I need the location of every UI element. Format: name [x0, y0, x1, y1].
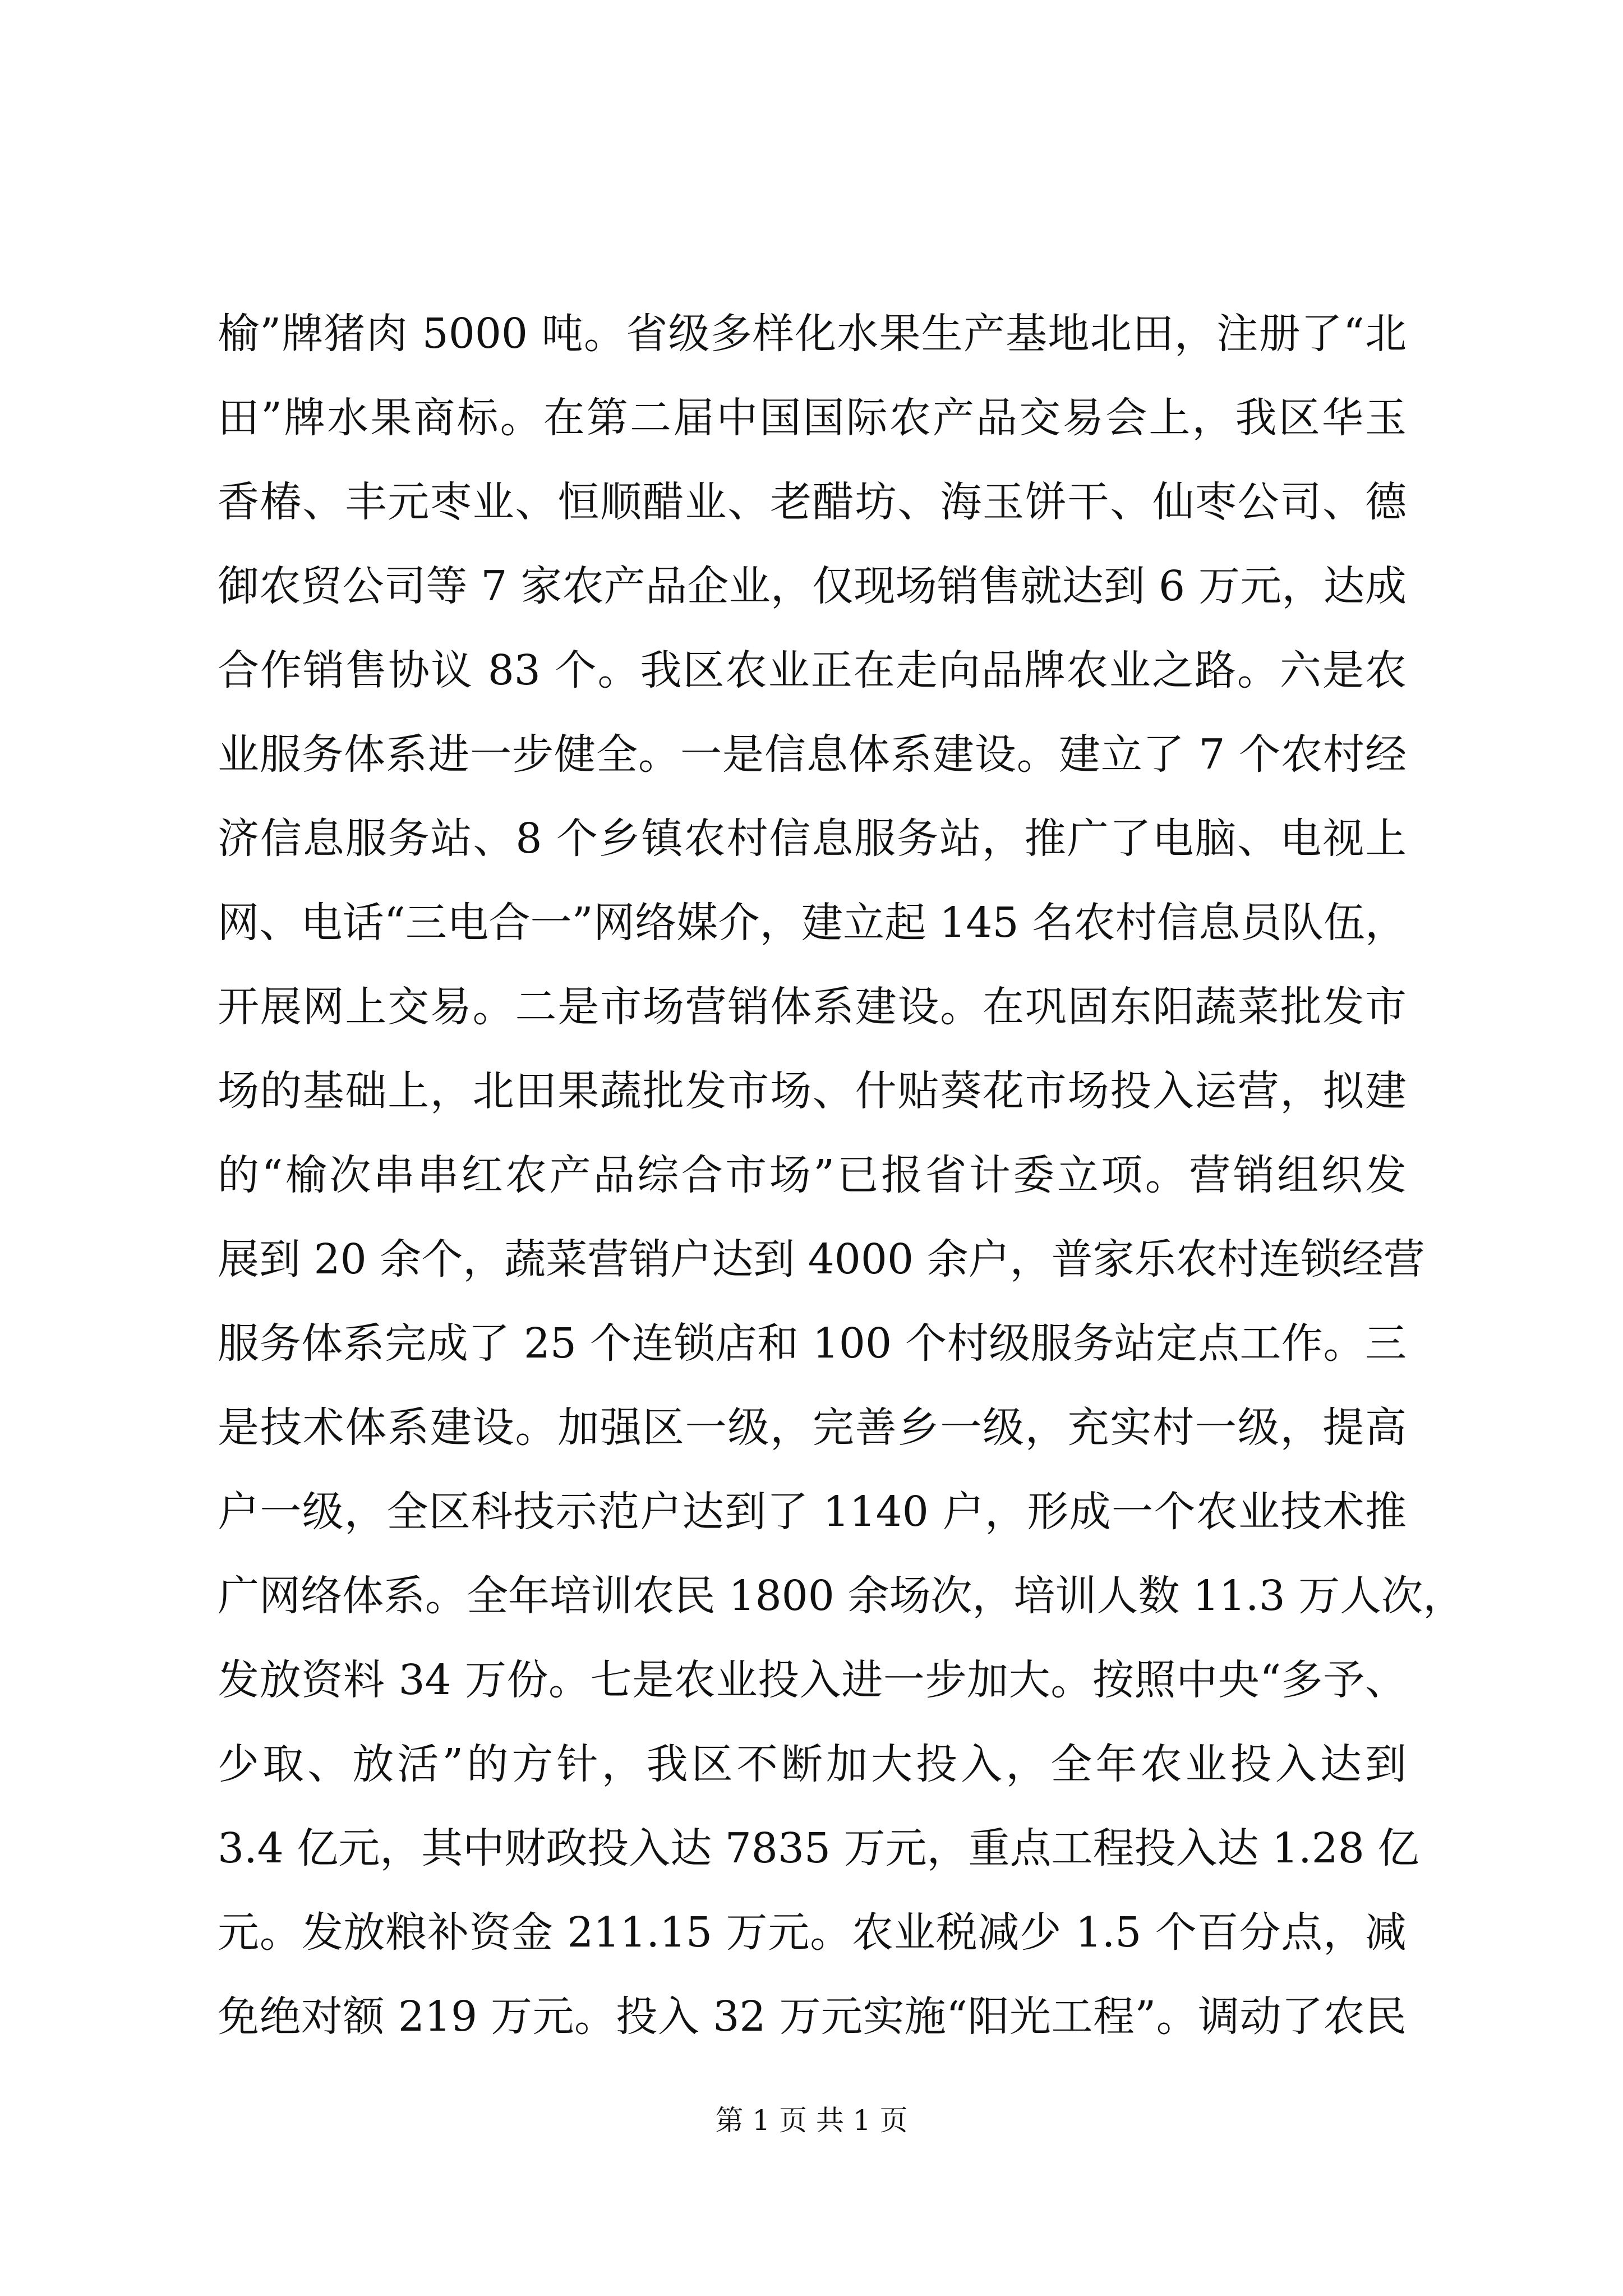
text-line: 户一级，全区科技示范户达到了 1140 户，形成一个农业技术推 — [218, 1488, 1407, 1536]
text-line: 香椿、丰元枣业、恒顺醋业、老醋坊、海玉饼干、仙枣公司、德 — [218, 478, 1407, 526]
text-line: 榆”牌猪肉 5000 吨。省级多样化水果生产基地北田，注册了“北 — [218, 310, 1407, 358]
text-line: 济信息服务站、8 个乡镇农村信息服务站，推广了电脑、电视上 — [218, 815, 1407, 863]
text-line: 的“榆次串串红农产品综合市场”已报省计委立项。营销组织发 — [218, 1151, 1407, 1199]
text-line: 免绝对额 219 万元。投入 32 万元实施“阳光工程”。调动了农民 — [218, 1993, 1407, 2041]
text-line: 元。发放粮补资金 211.15 万元。农业税减少 1.5 个百分点，减 — [218, 1908, 1407, 1957]
text-line: 开展网上交易。二是市场营销体系建设。在巩固东阳蔬菜批发市 — [218, 983, 1407, 1031]
text-line: 3.4 亿元，其中财政投入达 7835 万元，重点工程投入达 1.28 亿 — [218, 1824, 1419, 1872]
text-line: 展到 20 余个，蔬菜营销户达到 4000 余户，普家乐农村连锁经营 — [218, 1235, 1425, 1283]
body-paragraph — [218, 292, 1465, 2059]
text-line: 御农贸公司等 7 家农产品企业，仅现场销售就达到 6 万元，达成 — [218, 562, 1407, 610]
page-footer: 第 1 页 共 1 页 — [715, 2104, 908, 2137]
text-line: 服务体系完成了 25 个连锁店和 100 个村级服务站定点工作。三 — [218, 1319, 1407, 1368]
text-line: 少取、放活”的方针，我区不断加大投入，全年农业投入达到 — [218, 1740, 1407, 1788]
text-line: 是技术体系建设。加强区一级，完善乡一级，充实村一级，提高 — [218, 1404, 1407, 1452]
text-line: 业服务体系进一步健全。一是信息体系建设。建立了 7 个农村经 — [218, 730, 1407, 779]
text-line: 网、电话“三电合一”网络媒介，建立起 145 名农村信息员队伍， — [218, 899, 1407, 947]
text-line: 田”牌水果商标。在第二届中国国际农产品交易会上，我区华玉 — [218, 394, 1407, 442]
text-line: 场的基础上，北田果蔬批发市场、什贴葵花市场投入运营，拟建 — [218, 1067, 1407, 1115]
text-line: 发放资料 34 万份。七是农业投入进一步加大。按照中央“多予、 — [218, 1656, 1407, 1704]
text-line: 广网络体系。全年培训农民 1800 余场次，培训人数 11.3 万人次， — [218, 1572, 1465, 1620]
text-line: 合作销售协议 83 个。我区农业正在走向品牌农业之路。六是农 — [218, 646, 1407, 694]
